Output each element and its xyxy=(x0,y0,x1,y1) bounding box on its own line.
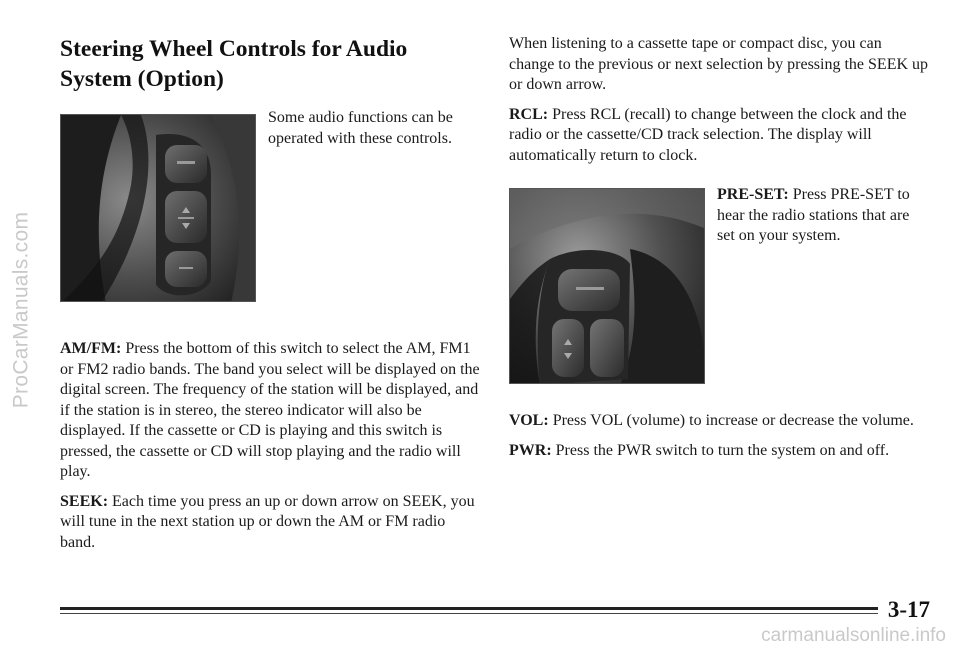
pwr-paragraph xyxy=(509,441,929,462)
pwr-text: Press the PWR switch to turn the system on and off. xyxy=(551,441,890,459)
vol-paragraph xyxy=(509,411,929,432)
vol-text: Press VOL (volume) to increase or decrease the volume. xyxy=(548,412,914,429)
preset-term: PRE-SET: xyxy=(717,186,789,203)
steering-wheel-controls-photo-right xyxy=(509,188,705,384)
watermark-left-text: ProCarManuals.com xyxy=(9,211,32,409)
seek-paragraph xyxy=(60,492,480,554)
watermark-bottom: carmanualsonline.info xyxy=(761,625,946,646)
right-column xyxy=(509,34,929,461)
amfm-paragraph xyxy=(60,339,480,483)
rcl-text: Press RCL (recall) to change between the clock and the radio or the cassette/CD track selection. The display will automatically return to clock. xyxy=(509,105,907,164)
amfm-text: Press the bottom of this switch to select the AM, FM1 or FM2 radio bands. The band you select will be displayed on the digital screen. The frequency of the station will be displayed, and if the station is in stereo, the stereo indicator will also be displayed. If the cassette or CD is playing and this switch is pressed, the cassette or CD will stop playing and the radio will play. xyxy=(60,340,480,480)
rcl-term: RCL: xyxy=(509,105,549,123)
intro-text: Some audio functions can be operated with these controls. xyxy=(268,109,453,147)
section-title: Steering Wheel Controls for Audio System (Option) xyxy=(60,36,408,92)
rcl-paragraph xyxy=(509,105,929,167)
preset-text: Press PRE-SET to hear the radio stations that are set on your system. xyxy=(717,186,910,244)
cassette-paragraph: When listening to a cassette tape or compact disc, you can change to the previous or next selection by pressing the SEEK up or down arrow. xyxy=(509,35,929,93)
seek-term: SEEK: xyxy=(60,492,109,510)
vol-term: VOL: xyxy=(509,412,549,429)
left-column xyxy=(60,34,480,553)
watermark-left xyxy=(4,70,38,550)
preset-paragraph xyxy=(717,185,929,247)
footer-rule-thick xyxy=(60,607,878,610)
footer-rule-thin xyxy=(60,613,878,614)
steering-wheel-controls-photo-left xyxy=(60,114,256,302)
seek-text: Each time you press an up or down arrow on SEEK, you will tune in the next station up or down the AM or FM radio band. xyxy=(60,492,475,551)
page-number: 3-17 xyxy=(887,597,930,622)
amfm-term: AM/FM: xyxy=(60,340,122,357)
preset-block xyxy=(509,188,929,384)
pwr-term: PWR: xyxy=(509,441,552,459)
intro-block xyxy=(60,109,480,302)
